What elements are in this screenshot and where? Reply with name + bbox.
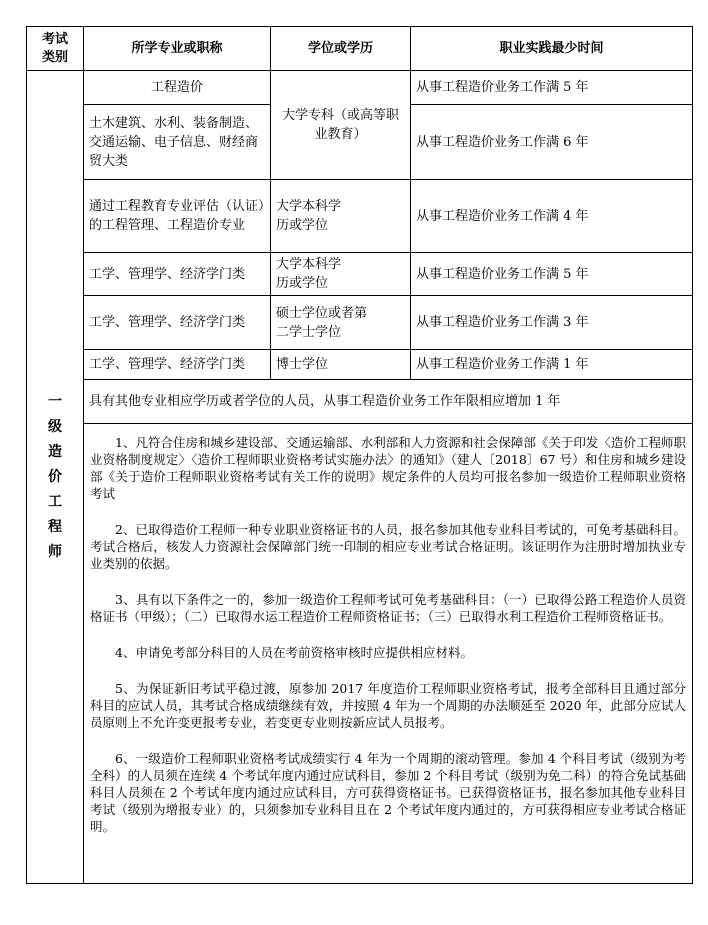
degree-cell: 博士学位 xyxy=(271,350,411,380)
major-cell: 工学、管理学、经济学门类 xyxy=(84,350,271,380)
table-row xyxy=(27,350,693,380)
header-category: 考试类别 xyxy=(27,27,84,71)
experience-cell: 从事工程造价业务工作满 4 年 xyxy=(411,180,693,253)
note-item: 5、为保证新旧考试平稳过渡，原参加 2017 年度造价工程师职业资格考试，报考全部科目且通过部分科目的应试人员，其考试合格成绩继续有效，并按照 4 年为一个周期的办法顺延至 2020 年，此部分应试人员原则上不允许变更报考专业，若变更专业则按新应试人员报考。 xyxy=(90,681,686,730)
degree-cell: 大学本科学历或学位 xyxy=(271,180,411,253)
note-item: 1、凡符合住房和城乡建设部、交通运输部、水利部和人力资源和社会保障部《关于印发〈造价工程师职业资格制度规定〉〈造价工程师职业资格考试实施办法〉的通知》（建人〔2018〕67 号）和住房和城乡建设部《关于造价工程师职业资格考试有关工作的说明》规定条件的人员均可报名参加一级造价工程师职业资格考试 xyxy=(90,435,686,501)
category-cell xyxy=(27,71,84,884)
degree-cell: 硕士学位或者第二学士学位 xyxy=(271,296,411,350)
notes-row xyxy=(27,424,693,884)
note-item: 2、已取得造价工程师一种专业职业资格证书的人员，报名参加其他专业科目考试的，可免考基础科目。考试合格后，核发人力资源社会保障部门统一印制的相应专业考试合格证明。该证明作为注册时增加执业专业类别的依据。 xyxy=(90,522,686,571)
experience-cell: 从事工程造价业务工作满 5 年 xyxy=(411,253,693,296)
other-note: 具有其他专业相应学历或者学位的人员，从事工程造价业务工作年限相应增加 1 年 xyxy=(84,380,693,424)
notes-cell xyxy=(84,424,693,884)
header-degree: 学位或学历 xyxy=(271,27,411,71)
note-item: 3、具有以下条件之一的，参加一级造价工程师考试可免考基础科目：（一）已取得公路工程造价人员资格证书（甲级）；（二）已取得水运工程造价工程师资格证书；（三）已取得水利工程造价工程师资格证书。 xyxy=(90,592,686,624)
experience-cell: 从事工程造价业务工作满 3 年 xyxy=(411,296,693,350)
degree-cell: 大学专科（或高等职业教育） xyxy=(271,71,411,180)
note-item: 4、申请免考部分科目的人员在考前资格审核时应提供相应材料。 xyxy=(115,645,473,660)
table-row xyxy=(27,296,693,350)
experience-cell: 从事工程造价业务工作满 1 年 xyxy=(411,350,693,380)
major-cell: 工程造价 xyxy=(84,71,271,105)
major-cell: 工学、管理学、经济学门类 xyxy=(84,296,271,350)
exam-requirements-table xyxy=(26,26,693,884)
category-label: 一级造价工程师 xyxy=(48,393,62,560)
note-item: 6、一级造价工程师职业资格考试成绩实行 4 年为一个周期的滚动管理。参加 4 个科目考试（级别为考全科）的人员须在连续 4 个考试年度内通过应试科目，参加 2 个科目考试（级别为免二科）的符合免试基础科目人员须在 2 个考试年度内通过应试科目，方可获得资格证书。已获得资格证书，报名参加其他专业科目考试（级别为增报专业）的，只须参加专业科目且在 2 个考试年度内通过的，方可获得相应专业考试合格证明。 xyxy=(90,751,686,834)
header-row xyxy=(27,27,693,71)
header-major: 所学专业或职称 xyxy=(84,27,271,71)
experience-cell: 从事工程造价业务工作满 6 年 xyxy=(411,105,693,180)
major-cell: 土木建筑、水利、装备制造、交通运输、电子信息、财经商贸大类 xyxy=(84,105,271,180)
experience-cell: 从事工程造价业务工作满 5 年 xyxy=(411,71,693,105)
table-row xyxy=(27,253,693,296)
header-experience: 职业实践最少时间 xyxy=(411,27,693,71)
table-row xyxy=(27,71,693,105)
other-note-row xyxy=(27,380,693,424)
degree-cell: 大学本科学历或学位 xyxy=(271,253,411,296)
table-row xyxy=(27,180,693,253)
major-cell: 通过工程教育专业评估（认证）的工程管理、工程造价专业 xyxy=(84,180,271,253)
major-cell: 工学、管理学、经济学门类 xyxy=(84,253,271,296)
